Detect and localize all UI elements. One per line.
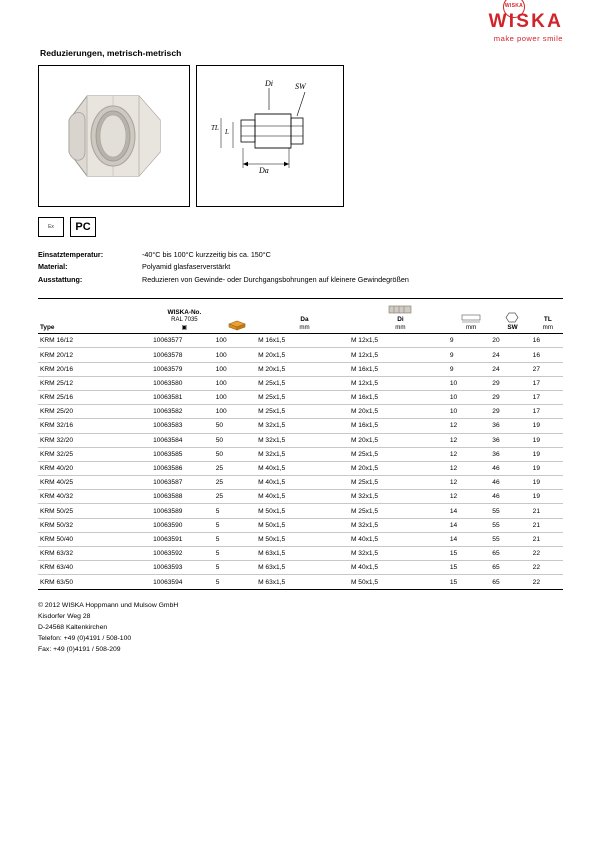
cell-type: KRM 63/32 [38,547,153,561]
header-da [258,299,351,334]
cell-sw: 24 [492,348,532,362]
cell-tl: 19 [533,447,563,461]
cell-tl: 19 [533,476,563,490]
cell-mm: 12 [450,447,492,461]
cell-type: KRM 63/50 [38,575,153,589]
cell-tl: 27 [533,362,563,376]
cell-no: 10063591 [153,532,216,546]
cell-no: 10063579 [153,362,216,376]
cell-mm: 15 [450,547,492,561]
cell-di: M 25x1,5 [351,504,450,518]
cell-pack: 100 [216,390,258,404]
table-row [38,547,563,561]
cell-type: KRM 50/25 [38,504,153,518]
cell-pack: 25 [216,476,258,490]
cell-pack: 100 [216,362,258,376]
cell-da: M 63x1,5 [258,575,351,589]
cell-mm: 10 [450,376,492,390]
cell-type: KRM 40/32 [38,490,153,504]
cell-pack: 100 [216,405,258,419]
table-row [38,376,563,390]
cell-sw: 55 [492,518,532,532]
cell-type: KRM 25/12 [38,376,153,390]
cell-sw: 46 [492,490,532,504]
certification-row [38,217,563,237]
cell-tl: 17 [533,376,563,390]
cell-tl: 16 [533,348,563,362]
cell-mm: 14 [450,518,492,532]
header-type-label: Type [40,324,55,332]
cell-tl: 17 [533,390,563,404]
cell-tl: 22 [533,547,563,561]
cell-type: KRM 20/16 [38,362,153,376]
cell-sw: 29 [492,405,532,419]
cell-pack: 5 [216,547,258,561]
header-mm [450,299,492,334]
hex-icon [505,312,519,323]
header-tl [533,299,563,334]
cell-pack: 25 [216,490,258,504]
table-row [38,561,563,575]
cell-da: M 32x1,5 [258,433,351,447]
cell-type: KRM 32/16 [38,419,153,433]
table-row [38,405,563,419]
table-row [38,476,563,490]
cell-no: 10063581 [153,390,216,404]
cell-mm: 9 [450,362,492,376]
table-row [38,461,563,475]
table-row [38,518,563,532]
label-l: L [225,128,229,136]
cell-da: M 50x1,5 [258,518,351,532]
cell-di: M 16x1,5 [351,362,450,376]
page-footer [38,600,563,656]
cell-type: KRM 50/32 [38,518,153,532]
cell-da: M 32x1,5 [258,447,351,461]
header-wiska-no-sub: RAL 7035 [171,317,198,324]
spec-label: Einsatztemperatur: [38,250,104,259]
cell-da: M 40x1,5 [258,461,351,475]
cell-tl: 21 [533,532,563,546]
cell-di: M 40x1,5 [351,561,450,575]
cell-no: 10063588 [153,490,216,504]
spec-label: Material: [38,262,68,272]
spec-row [38,249,563,261]
table-row [38,419,563,433]
cell-pack: 50 [216,433,258,447]
cell-pack: 25 [216,461,258,475]
cell-da: M 20x1,5 [258,362,351,376]
reducer-photo-icon [65,90,165,186]
figure-row [38,65,563,207]
spec-row [38,274,563,286]
table-body [38,334,563,589]
cell-type: KRM 16/12 [38,334,153,348]
table-row [38,504,563,518]
cell-da: M 20x1,5 [258,348,351,362]
header-sw [492,299,532,334]
wiska-logo [445,12,563,43]
header-ral-swatch-icon: ▣ [181,324,188,331]
label-da: Da [259,166,269,175]
cell-sw: 65 [492,561,532,575]
cell-no: 10063585 [153,447,216,461]
cell-pack: 5 [216,504,258,518]
cell-pack: 100 [216,376,258,390]
cell-pack: 100 [216,348,258,362]
table-row [38,490,563,504]
header-mm-unit: mm [465,324,477,332]
cell-di: M 20x1,5 [351,405,450,419]
cell-type: KRM 40/25 [38,476,153,490]
footer-city: D-24568 Kaltenkirchen [38,624,108,631]
table-header-row [38,299,563,334]
product-table [38,298,563,589]
cell-mm: 10 [450,405,492,419]
cell-da: M 50x1,5 [258,504,351,518]
cell-da: M 25x1,5 [258,405,351,419]
cell-sw: 46 [492,461,532,475]
cell-di: M 40x1,5 [351,532,450,546]
cell-no: 10063589 [153,504,216,518]
cell-no: 10063580 [153,376,216,390]
cell-da: M 63x1,5 [258,561,351,575]
product-photo-box [38,65,190,207]
cell-tl: 19 [533,490,563,504]
cell-type: KRM 32/25 [38,447,153,461]
cell-tl: 22 [533,561,563,575]
header-wiska-no [153,299,216,334]
cell-sw: 55 [492,504,532,518]
table-row [38,447,563,461]
cell-pack: 5 [216,532,258,546]
table-row [38,334,563,348]
cell-mm: 9 [450,334,492,348]
pc-icon: PC [70,217,96,237]
header-sw-label: SW [507,324,518,332]
cell-mm: 15 [450,575,492,589]
spec-row [38,261,563,273]
table-row [38,575,563,589]
cell-pack: 100 [216,334,258,348]
label-di: Di [265,79,273,88]
ce-ex-icon: Ex [38,217,64,237]
cell-no: 10063590 [153,518,216,532]
page-title: Reduzierungen, metrisch-metrisch [40,48,182,58]
cell-sw: 65 [492,547,532,561]
spec-value: Reduzieren von Gewinde- oder Durchgangsbohrungen auf kleinere Gewindegrößen [142,274,409,284]
table-row [38,348,563,362]
cell-da: M 63x1,5 [258,547,351,561]
cell-di: M 12x1,5 [351,376,450,390]
spec-label: Ausstattung: [38,274,83,284]
cell-di: M 12x1,5 [351,334,450,348]
logo-tagline: make power smile [493,34,563,43]
cell-no: 10063583 [153,419,216,433]
cell-sw: 29 [492,390,532,404]
length-icon [459,312,483,323]
page-header [38,0,563,44]
cell-sw: 46 [492,476,532,490]
cell-di: M 32x1,5 [351,518,450,532]
header-tl-label: TL [543,316,552,324]
table-row [38,433,563,447]
cell-di: M 12x1,5 [351,348,450,362]
cell-da: M 16x1,5 [258,334,351,348]
header-di [351,299,450,334]
cell-da: M 40x1,5 [258,490,351,504]
cell-type: KRM 32/20 [38,433,153,447]
cell-no: 10063592 [153,547,216,561]
cell-tl: 16 [533,334,563,348]
table-header [38,299,563,334]
footer-copyright: © 2012 WISKA Hoppmann und Mulsow GmbH [38,601,179,609]
cell-di: M 25x1,5 [351,447,450,461]
cell-da: M 40x1,5 [258,476,351,490]
footer-fax: Fax: +49 (0)4191 / 508-209 [38,646,121,654]
cell-di: M 50x1,5 [351,575,450,589]
cell-di: M 16x1,5 [351,419,450,433]
cell-tl: 22 [533,575,563,589]
cell-da: M 25x1,5 [258,390,351,404]
table-row [38,532,563,546]
cell-pack: 5 [216,575,258,589]
cell-da: M 50x1,5 [258,532,351,546]
cell-type: KRM 63/40 [38,561,153,575]
footer-phone: Telefon: +49 (0)4191 / 508-100 [38,635,132,643]
cell-no: 10063594 [153,575,216,589]
label-tl: TL [211,124,219,132]
cell-sw: 65 [492,575,532,589]
cell-no: 10063584 [153,433,216,447]
cell-mm: 9 [450,348,492,362]
cell-sw: 36 [492,447,532,461]
cell-da: M 25x1,5 [258,376,351,390]
cell-type: KRM 50/40 [38,532,153,546]
cell-pack: 50 [216,419,258,433]
cell-di: M 20x1,5 [351,433,450,447]
cell-mm: 12 [450,490,492,504]
cell-sw: 24 [492,362,532,376]
cell-tl: 21 [533,504,563,518]
cell-tl: 17 [533,405,563,419]
cell-type: KRM 25/16 [38,390,153,404]
cell-sw: 20 [492,334,532,348]
cell-di: M 25x1,5 [351,476,450,490]
cell-mm: 12 [450,419,492,433]
cell-mm: 12 [450,433,492,447]
cell-no: 10063582 [153,405,216,419]
cell-pack: 50 [216,447,258,461]
thread-icon [387,304,413,315]
cell-pack: 5 [216,518,258,532]
cell-sw: 29 [492,376,532,390]
cell-di: M 32x1,5 [351,490,450,504]
table-row [38,362,563,376]
header-tl-unit: mm [542,324,553,332]
header-pack-unit [216,299,258,334]
logo-badge-icon: WISKA [503,0,525,18]
cell-no: 10063586 [153,461,216,475]
cell-no: 10063578 [153,348,216,362]
technical-drawing-box [196,65,344,207]
box-icon [227,320,247,331]
cell-type: KRM 40/20 [38,461,153,475]
cell-type: KRM 25/20 [38,405,153,419]
cell-no: 10063587 [153,476,216,490]
cell-di: M 16x1,5 [351,390,450,404]
cell-mm: 12 [450,461,492,475]
cell-tl: 19 [533,419,563,433]
cell-mm: 14 [450,504,492,518]
cell-sw: 36 [492,433,532,447]
label-sw: SW [295,82,306,91]
cell-da: M 32x1,5 [258,419,351,433]
header-di-label: Di [397,316,404,324]
specifications-block [38,249,563,286]
table-row [38,390,563,404]
header-da-unit: mm [299,324,310,332]
cell-tl: 19 [533,433,563,447]
spec-value: -40°C bis 100°C kurzzeitig bis ca. 150°C [142,250,271,259]
cell-di: M 32x1,5 [351,547,450,561]
header-da-label: Da [300,316,309,324]
cell-mm: 12 [450,476,492,490]
cell-pack: 5 [216,561,258,575]
logo-wordmark: WISKA [488,11,563,32]
cell-tl: 21 [533,518,563,532]
cell-mm: 15 [450,561,492,575]
cell-tl: 19 [533,461,563,475]
footer-street: Kisdorfer Weg 28 [38,612,91,620]
header-di-unit: mm [395,324,406,332]
cell-mm: 10 [450,390,492,404]
cell-sw: 55 [492,532,532,546]
header-type [38,299,153,334]
header-wiska-no-label: WISKA-No. [167,309,202,317]
cell-no: 10063577 [153,334,216,348]
cell-mm: 14 [450,532,492,546]
cell-no: 10063593 [153,561,216,575]
cell-type: KRM 20/12 [38,348,153,362]
cell-sw: 36 [492,419,532,433]
spec-value: Polyamid glasfaserverstärkt [142,262,231,272]
cell-di: M 20x1,5 [351,461,450,475]
